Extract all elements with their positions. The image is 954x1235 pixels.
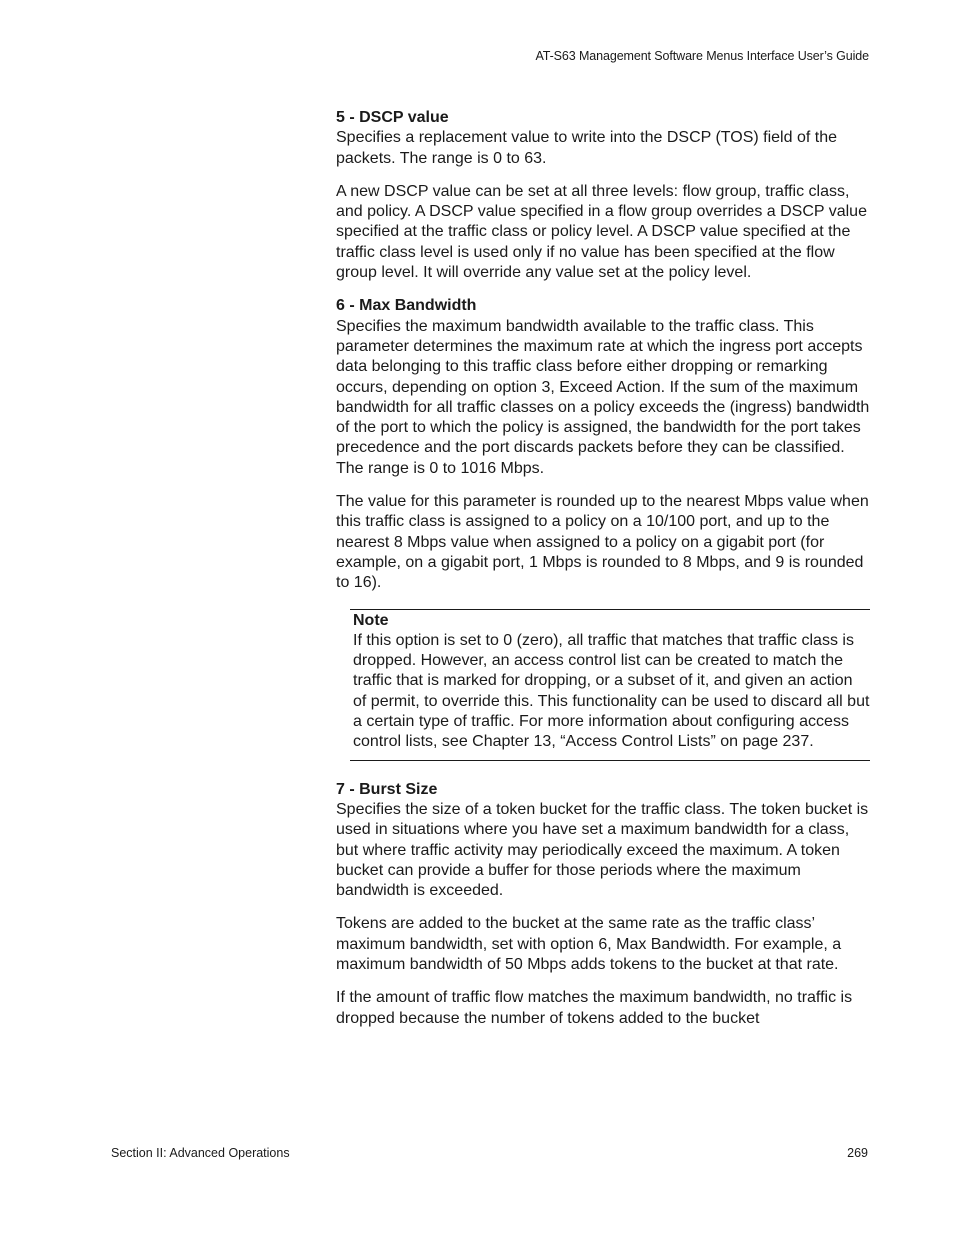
running-header: AT-S63 Management Software Menus Interface User’s Guide (535, 49, 869, 63)
burst-size-paragraph-2: Tokens are added to the bucket at the same rate as the traffic class’ maximum bandwidth, set with option 6, Max Bandwidth. For example, a maximum bandwidth of 50 Mbps adds tokens to the bucket at that rate. (336, 915, 842, 973)
note-title: Note (353, 611, 389, 629)
page-body (336, 108, 870, 1042)
note-text: If this option is set to 0 (zero), all traffic that matches that traffic class is dropped. However, an access control list can be created to match the traffic that is marked for dropping, or a subset of it, and given an action of permit, to override this. This functionality can be used to discard all but a certain type of traffic. For more information about configuring access control lists, see Chapter 13, “Access Control Lists” on page 237. (353, 631, 870, 751)
burst-size-paragraph-1: Specifies the size of a token bucket for the traffic class. The token bucket is used in situations where you have set a maximum bandwidth for a class, but where traffic activity may periodically exceed the maximum. A token bucket can provide a buffer for those periods where the maximum bandwidth is exceeded. (336, 800, 869, 900)
dscp-value-paragraph-1: Specifies a replacement value to write into the DSCP (TOS) field of the packets. The range is 0 to 63. (336, 129, 837, 167)
dscp-value-heading: 5 - DSCP value (336, 109, 449, 126)
footer-section-label: Section II: Advanced Operations (111, 1146, 290, 1160)
footer-page-number: 269 (847, 1146, 868, 1160)
max-bandwidth-heading: 6 - Max Bandwidth (336, 297, 477, 315)
dscp-value-paragraph-2: A new DSCP value can be set at all three levels: flow group, traffic class, and policy. A DSCP value specified in a flow group overrides a DSCP value specified at the traffic class or policy level. A DSCP value specified at the traffic class level is used only if no value has been specified at the flow group level. It will override any value set at the policy level. (336, 182, 867, 282)
max-bandwidth-paragraph-1: Specifies the maximum bandwidth available to the traffic class. This parameter determines the maximum rate at which the ingress port accepts data belonging to this traffic class before either dropping or remarking occurs, depending on option 3, Exceed Action. If the sum of the maximum bandwidth for all traffic classes on a policy exceeds the (ingress) bandwidth of the port to which the policy is assigned, the bandwidth for the port takes precedence and the port discards packets before they can be classified. The range is 0 to 1016 Mbps. (336, 317, 870, 477)
max-bandwidth-paragraph-2: The value for this parameter is rounded up to the nearest Mbps value when this traffic class is assigned to a policy on a 10/100 port, and up to the nearest 8 Mbps value when assigned to a policy on a gigabit port (for example, on a gigabit port, 1 Mbps is rounded to 8 Mbps, and 9 is rounded to 16). (336, 493, 869, 592)
burst-size-heading: 7 - Burst Size (336, 780, 438, 798)
burst-size-paragraph-3: If the amount of traffic flow matches the maximum bandwidth, no traffic is dropped because the number of tokens added to the bucket (336, 989, 853, 1027)
note-box (350, 609, 870, 761)
